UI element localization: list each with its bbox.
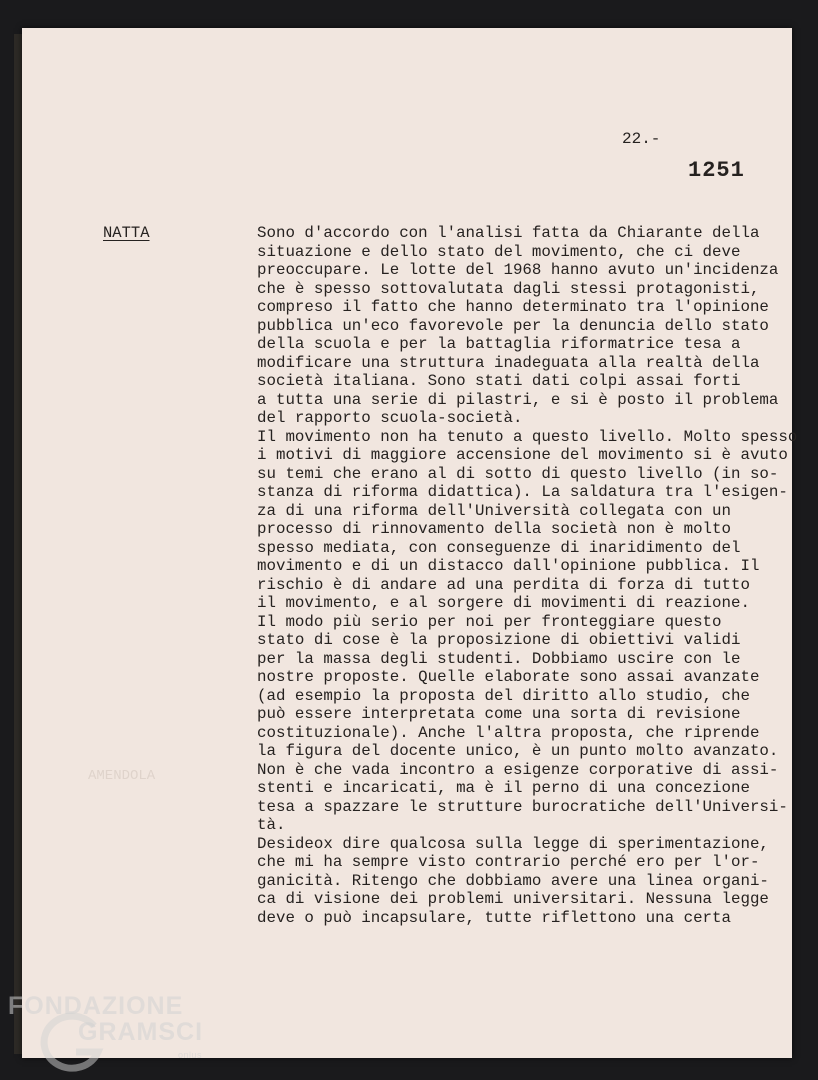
text-line: za di una riforma dell'Università collegata con un (257, 501, 731, 520)
text-line: società italiana. Sono stati dati colpi assai forti (257, 372, 741, 390)
text-line: stanza di riforma didattica). La saldatura tra l'esigen- (257, 483, 788, 501)
watermark-line2: GRAMSCI (78, 1018, 204, 1046)
text-line: stenti e incaricati, ma è il perno di una concezione (257, 779, 750, 797)
text-line: Desideox dire qualcosa sulla legge di sperimentazione, (257, 834, 769, 853)
text-line: movimento e di un distacco dall'opinione pubblica. Il (257, 557, 760, 575)
speaker-name: NATTA (103, 224, 150, 242)
page-number: 22.- (622, 130, 661, 148)
text-line: del rapporto scuola-società. (257, 409, 523, 427)
ghost-speaker-name: AMENDOLA (88, 768, 156, 784)
text-line: Non è che vada incontro a esigenze corporative di assi- (257, 760, 779, 779)
text-line: i motivi di maggiore accensione del movimento si è avuto (257, 446, 788, 464)
text-line: nostre proposte. Quelle elaborate sono assai avanzate (257, 668, 760, 686)
text-line: ganicità. Ritengo che dobbiamo avere una linea organi- (257, 871, 769, 890)
text-line: compreso il fatto che hanno determinato tra l'opinione (257, 298, 769, 316)
text-line: Il movimento non ha tenuto a questo livello. Molto spesso (257, 427, 798, 446)
text-line: tesa a spazzare le strutture burocratiche dell'Universi- (257, 797, 788, 816)
text-line: Il modo più serio per noi per fronteggiare questo (257, 612, 722, 631)
text-line: situazione e dello stato del movimento, che ci deve (257, 242, 741, 261)
text-line: il movimento, e al sorgere di movimenti di reazione. (257, 594, 750, 612)
text-line: modificare una struttura inadeguata alla realtà della (257, 353, 760, 372)
text-line: che mi ha sempre visto contrario perché ero per l'or- (257, 853, 760, 871)
speech-body (257, 224, 798, 927)
text-line: ca di visione dei problemi universitari. Nessuna legge (257, 890, 769, 908)
text-line: spesso mediata, con conseguenze di inaridimento del (257, 538, 741, 557)
fondazione-gramsci-watermark (8, 988, 218, 1078)
watermark-line3: onlus (178, 1050, 203, 1060)
text-line: la figura del docente unico, è un punto molto avanzato. (257, 742, 779, 760)
text-line: tà. (257, 816, 286, 834)
text-line: per la massa degli studenti. Dobbiamo uscire con le (257, 649, 741, 668)
text-line: costituzionale). Anche l'altra proposta, che riprende (257, 723, 760, 742)
archive-number: 1251 (688, 158, 745, 183)
text-line: deve o può incapsulare, tutte riflettono una certa (257, 908, 731, 927)
text-line: può essere interpretata come una sorta di revisione (257, 705, 741, 723)
text-line: pubblica un'eco favorevole per la denuncia dello stato (257, 316, 769, 335)
text-line: a tutta una serie di pilastri, e si è posto il problema (257, 390, 779, 409)
text-line: processo di rinnovamento della società non è molto (257, 520, 731, 538)
text-line: che è spesso sottovalutata dagli stessi protagonisti, (257, 279, 760, 298)
text-line: su temi che erano al di sotto di questo livello (in so- (257, 464, 779, 483)
text-line: rischio è di andare ad una perdita di forza di tutto (257, 575, 750, 594)
text-line: Sono d'accordo con l'analisi fatta da Chiarante della (257, 224, 760, 242)
text-line: preoccupare. Le lotte del 1968 hanno avuto un'incidenza (257, 261, 779, 279)
text-line: (ad esempio la proposta del diritto allo studio, che (257, 686, 750, 705)
watermark-line1: FONDAZIONE (8, 992, 184, 1020)
text-line: della scuola e per la battaglia riformatrice tesa a (257, 335, 741, 353)
text-line: stato di cose è la proposizione di obiettivi validi (257, 631, 741, 649)
